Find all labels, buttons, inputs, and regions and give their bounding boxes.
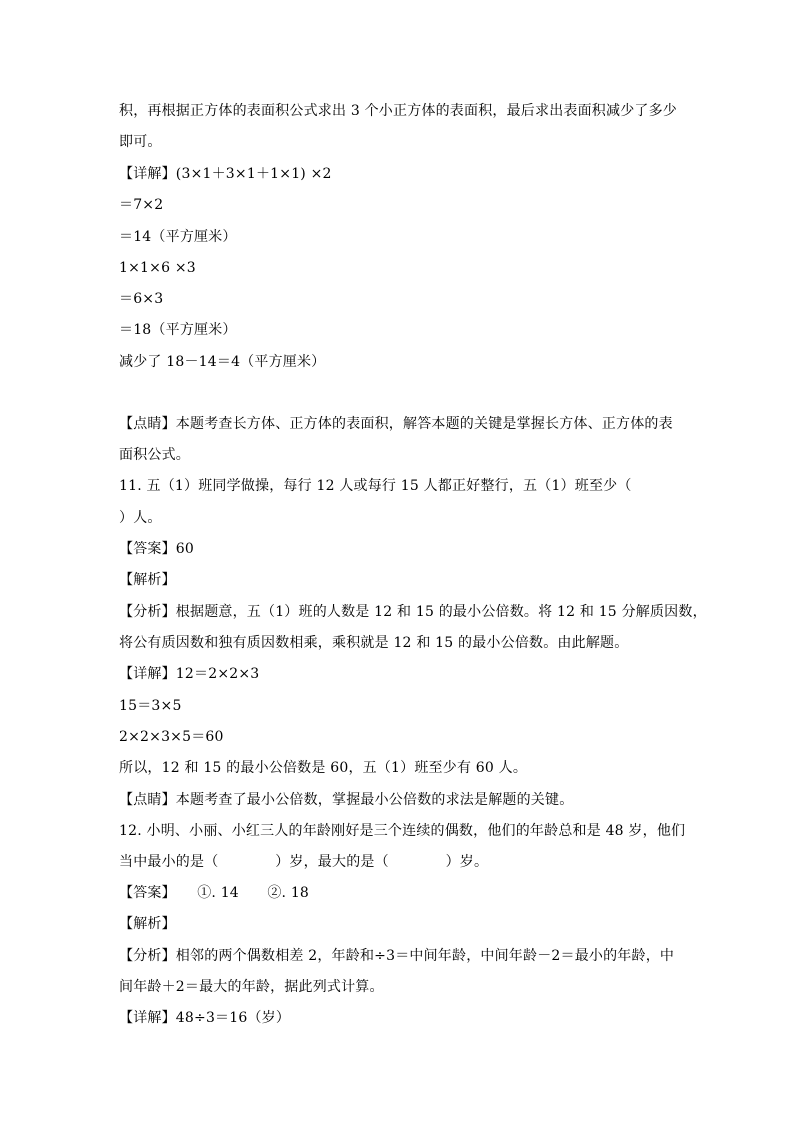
text-line: ＝14（平方厘米） (119, 229, 237, 245)
text-line: ＝7×2 (119, 197, 164, 213)
analysis-heading: 【解析】 (119, 572, 176, 588)
text-line: 【点睛】本题考查了最小公倍数，掌握最小公倍数的求法是解题的关键。 (119, 792, 574, 808)
text-line: 所以，12 和 15 的最小公倍数是 60，五（1）班至少有 60 人。 (119, 760, 528, 776)
text-line: 【分析】相邻的两个偶数相差 2，年龄和÷3＝中间年龄，中间年龄－2＝最小的年龄，中 (119, 948, 675, 964)
text-line: 15＝3×5 (119, 698, 182, 714)
question-12-line: 12. 小明、小丽、小红三人的年龄刚好是三个连续的偶数，他们的年龄总和是 48 岁，他们 (119, 823, 686, 839)
analysis-heading: 【解析】 (119, 916, 176, 932)
answer-line: 【答案】60 (119, 541, 195, 557)
text-line: ）人。 (119, 510, 162, 526)
text-line: 【分析】根据题意，五（1）班的人数是 12 和 15 的最小公倍数。将 12 和 15 分解质因数， (119, 604, 707, 620)
text-line: 当中最小的是（ ）岁，最大的是（ ）岁。 (119, 854, 489, 870)
answer-line: 【答案】 ①. 14 ②. 18 (119, 885, 310, 901)
text-line: 1×1×6 ×3 (119, 260, 196, 276)
text-line: 2×2×3×5＝60 (119, 729, 224, 745)
text-line: 【详解】48÷3＝16（岁） (119, 1010, 291, 1026)
text-line: 即可。 (119, 134, 162, 150)
text-line: 间年龄＋2＝最大的年龄，据此列式计算。 (119, 979, 384, 995)
text-line: 将公有质因数和独有质因数相乘，乘积就是 12 和 15 的最小公倍数。由此解题。 (119, 635, 629, 651)
text-line: 面积公式。 (119, 447, 190, 463)
text-line: ＝18（平方厘米） (119, 322, 237, 338)
text-line: 【详解】12＝2×2×3 (119, 666, 260, 682)
text-line: 减少了 18－14＝4（平方厘米） (119, 354, 326, 370)
text-line: 积，再根据正方体的表面积公式求出 3 个小正方体的表面积，最后求出表面积减少了多少 (119, 103, 678, 119)
text-line: 【点睛】本题考查长方体、正方体的表面积，解答本题的关键是掌握长方体、正方体的表 (119, 416, 673, 432)
text-line: ＝6×3 (119, 291, 164, 307)
text-line: 【详解】(3×1＋3×1＋1×1) ×2 (119, 166, 332, 182)
question-11-line: 11. 五（1）班同学做操，每行 12 人或每行 15 人都正好整行，五（1）班至少（ (119, 478, 632, 494)
